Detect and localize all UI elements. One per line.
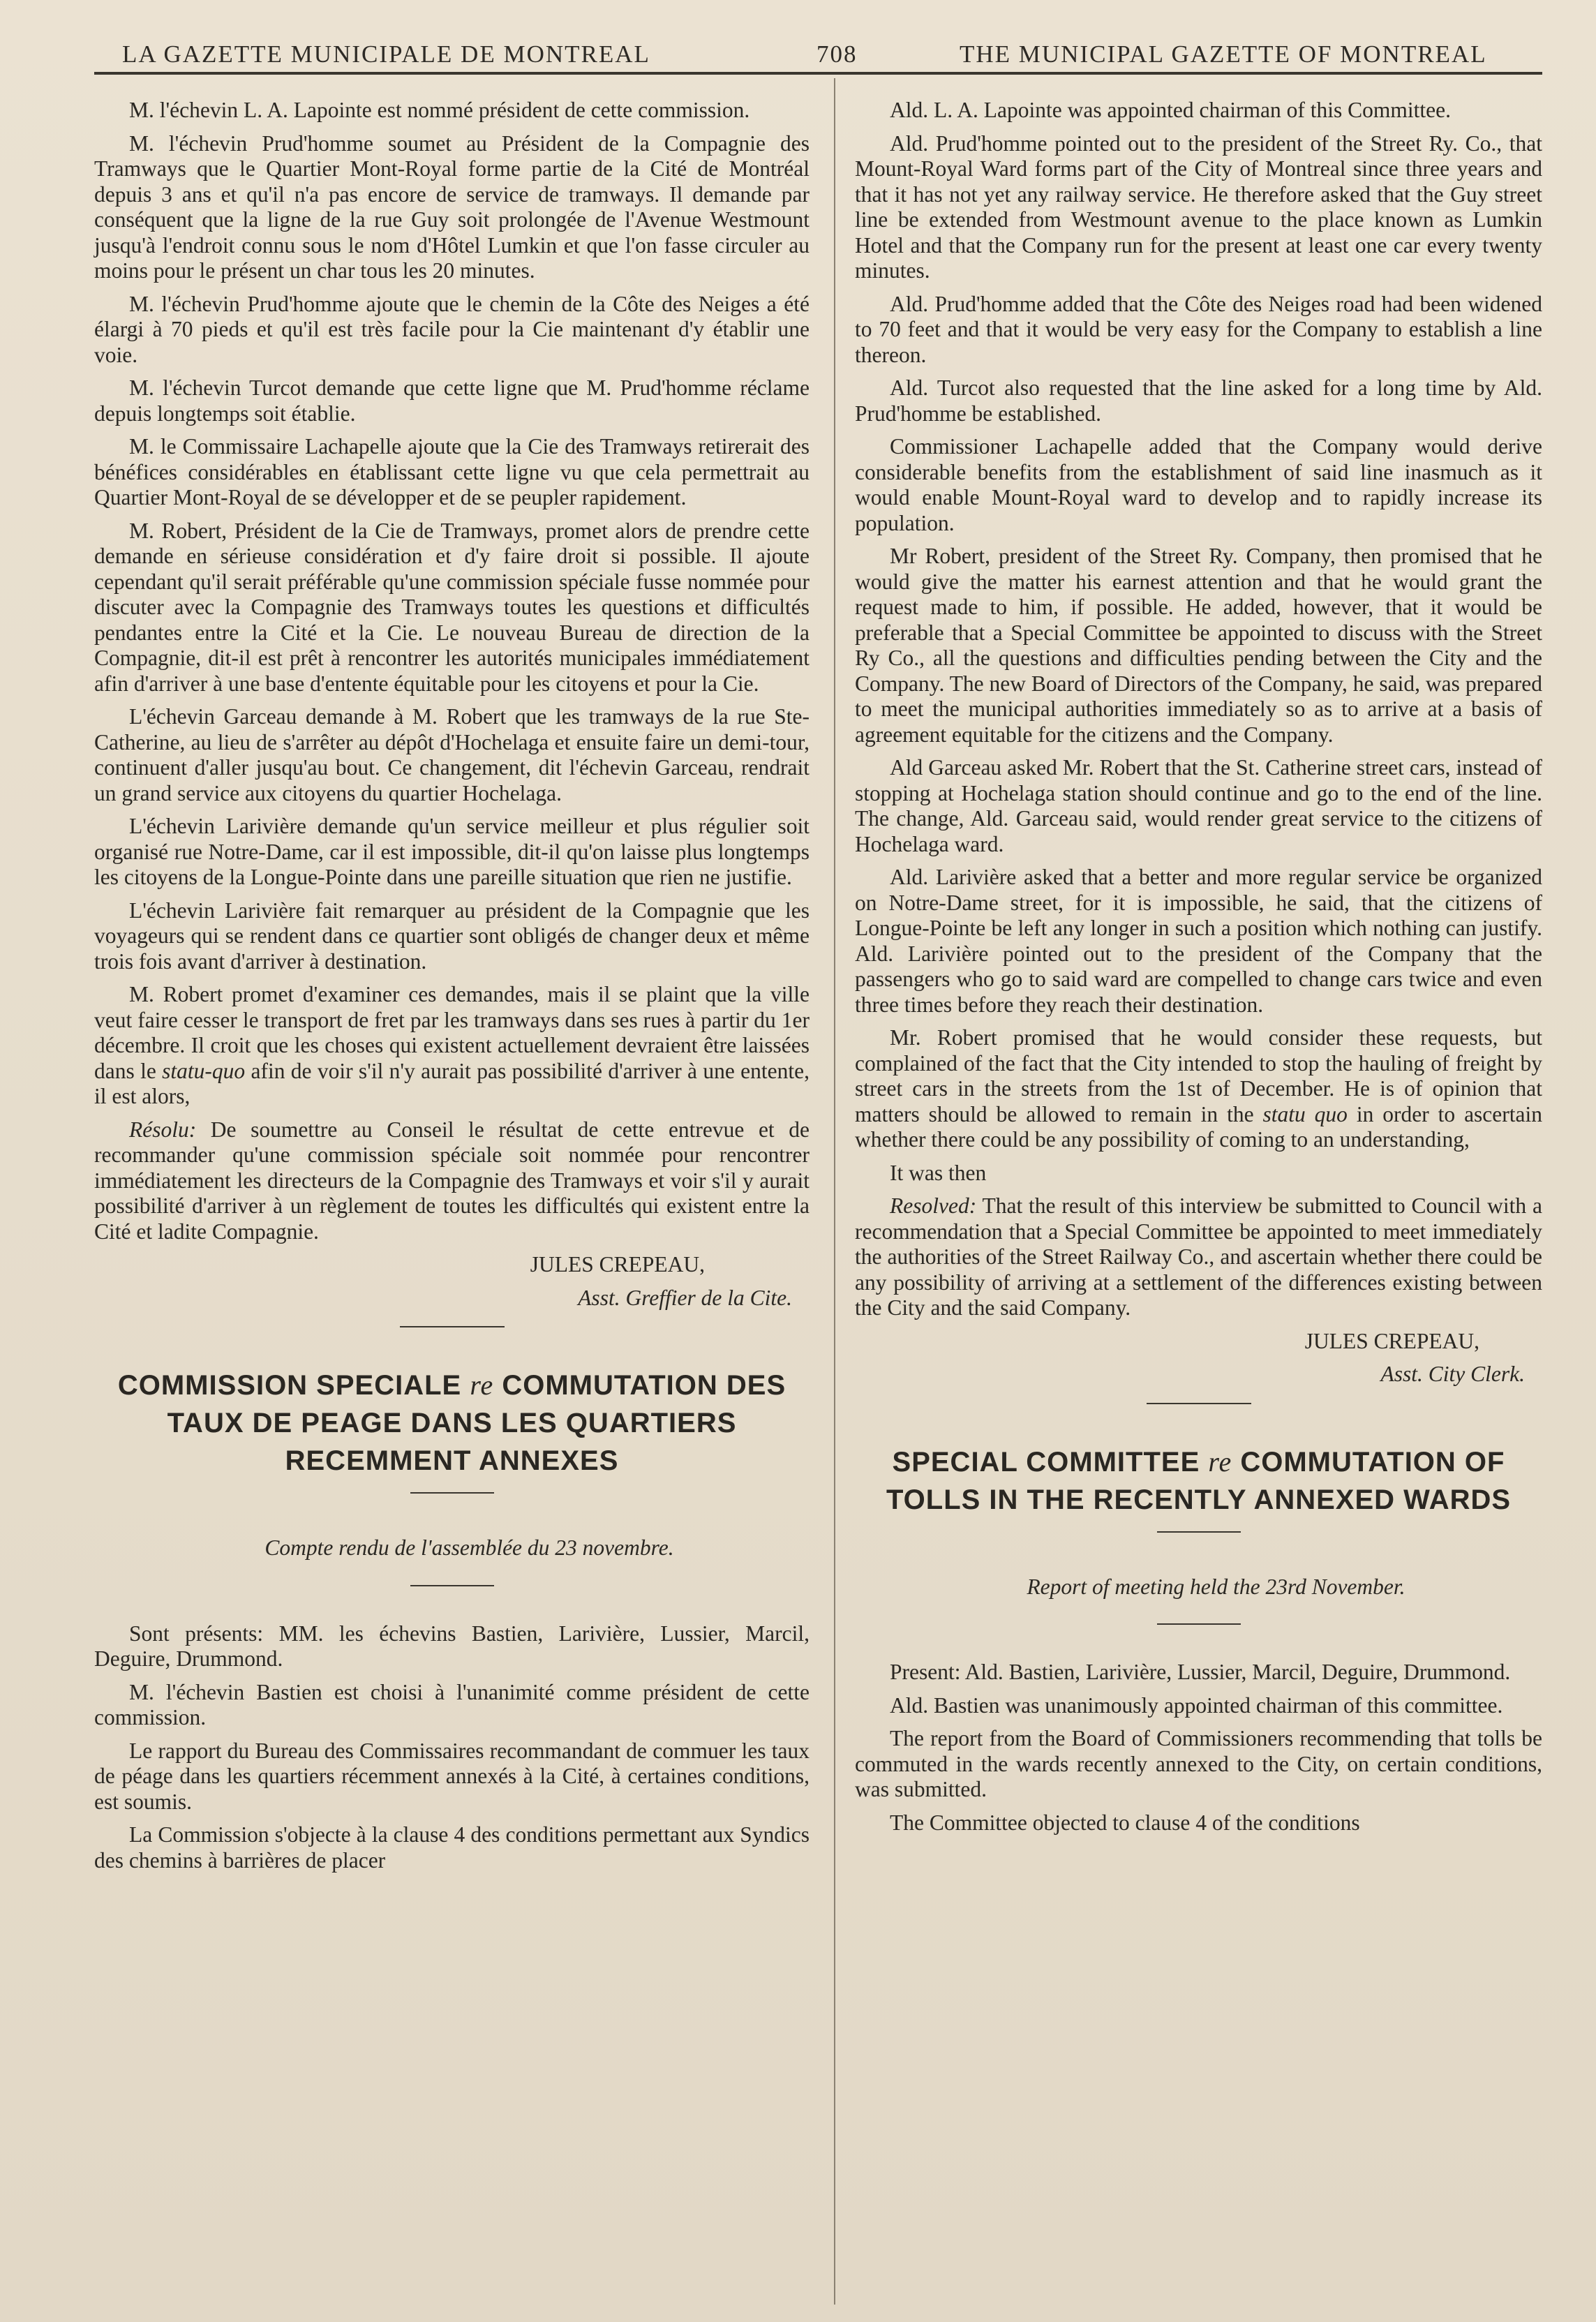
fr-title-re: re [470,1369,494,1401]
en-paragraph: Ald. Prud'homme added that the Côte des Neiges road had been widened to 70 feet and that it would be very easy for the Company to establish a line thereon. [855,291,1542,367]
en-section-title [855,1443,1542,1519]
en-title-re: re [1208,1445,1232,1478]
fr-paragraph: M. l'échevin Prud'homme soumet au Président de la Compagnie des Tramways que le Quartier Mont-Royal forme partie de la Cité de Montréal depuis 3 ans et qu'il n'a pas encore de service de tramways. Il demande par conséquent que la ligne de la rue Guy soit prolongée de l'Avenue Westmount jusqu'à l'endroit connu sous le nom d'Hôtel Lumkin et que l'on fasse circuler au moins pour le présent un char tous les 20 minutes. [94,131,810,283]
fr-paragraph: L'échevin Larivière fait remarquer au président de la Compagnie que les voyageurs qui se rendent dans ce quartier sont obligés de changer deux et même trois fois avant d'arriver à destination. [94,898,810,974]
en-section2-paragraph: Present: Ald. Bastien, Larivière, Lussier, Marcil, Deguire, Drummond. [890,1660,1511,1684]
fr-paragraph: M. l'échevin Turcot demande que cette ligne que M. Prud'homme réclame depuis longtemps soit établie. [94,375,810,426]
en-section2-paragraph: Ald. Bastien was unanimously appointed chairman of this committee. [890,1692,1503,1718]
en-paragraph: Commissioner Lachapelle added that the Company would derive considerable benefits from the establishment of said line inasmuch as it would enable Mount-Royal ward to develop and to rapidly increase its population. [855,434,1542,535]
en-statu-quo: statu quo [1262,1101,1348,1126]
fr-signature-title: Asst. Greffier de la Cite. [578,1285,792,1310]
en-paragraph: Ald Garceau asked Mr. Robert that the St. Catherine street cars, instead of stopping at Hochelaga station should continue and go to the end of the line. The change, Ald. Garceau said, would render great service to the citizens of Hochelaga ward. [855,755,1542,856]
fr-resolution [94,1117,810,1245]
en-section-subtitle: Report of meeting held the 23rd November. [1027,1574,1405,1599]
en-robert-paragraph [855,1025,1542,1153]
en-resolved-label: Resolved: [890,1193,977,1218]
en-paragraph: Ald. Turcot also requested that the line asked for a long time by Ald. Prud'homme be established. [855,375,1542,426]
fr-resolu-text: De soumettre au Conseil le résultat de cette entrevue et de recommander qu'une commission spéciale soit nommée pour rencontrer immédiatement les directeurs de la Compagnie des Tramways et voir s'il y aurait possibilité d'arriver à un règlement de toutes les difficultés qui existent entre la Cité et ladite Compagnie. [94,1117,810,1244]
fr-paragraph: M. l'échevin Prud'homme ajoute que le chemin de la Côte des Neiges a été élargi à 70 pieds et qu'il est très facile pour la Cie maintenant d'y établir une voie. [94,291,810,367]
en-title-part2: COMMUTATION OF TOLLS IN THE RECENTLY ANNEXED WARDS [886,1446,1512,1515]
en-robert-intro: Mr. Robert promised that he would consider these requests, but complained of the fact that the City intended to stop the hauling of freight by street cars in the streets from the 1st of December. He is of opinion that matters should be allowed to remain in the [855,1025,1542,1126]
en-resolved-text: That the result of this interview be submitted to Council with a recommendation that a Special Committee be appointed to meet immediately the authorities of the Street Railway Co., and ascertain whether there could be any possibility of arriving at a settlement of the differences existing between the City and the said Company. [855,1193,1542,1320]
header-french-title: LA GAZETTE MUNICIPALE DE MONTREAL [122,40,650,68]
en-paragraph: Ald. Prud'homme pointed out to the president of the Street Ry. Co., that Mount-Royal Ward forms part of the City of Montreal since three years and that it has not yet any railway service. He therefore asked that the Guy street line be extended from Westmount avenue to the place known as Lumkin Hotel and that the Company run for the present at least one car every twenty minutes. [855,131,1542,283]
page-header [94,35,1542,70]
en-section2-paragraph: The report from the Board of Commissioners recommending that tolls be commuted in the wards recently annexed to the City, on certain conditions, was submitted. [855,1726,1542,1801]
header-english-title: THE MUNICIPAL GAZETTE OF MONTREAL [960,40,1487,68]
header-rule [94,72,1542,75]
en-paragraph: Ald. L. A. Lapointe was appointed chairman of this Committee. [890,98,1451,122]
fr-section-title [94,1367,810,1480]
en-resolution [855,1193,1542,1321]
english-column [855,98,1542,1843]
en-section2-paragraph: The Committee objected to clause 4 of the conditions [890,1810,1360,1835]
fr-signature-name: JULES CREPEAU, [530,1252,705,1277]
fr-section2-paragraph: Le rapport du Bureau des Commissaires recommandant de commuer les taux de péage dans les quartiers récemment annexés à la Cité, à certaines conditions, est soumis. [94,1738,810,1814]
fr-section2-paragraph: Sont présents: MM. les échevins Bastien, Larivière, Lussier, Marcil, Deguire, Drummond. [94,1621,810,1671]
page-number: 708 [816,40,858,68]
fr-title-rule [410,1492,494,1494]
fr-subtitle-rule [410,1585,494,1586]
fr-paragraph: L'échevin Larivière demande qu'un service meilleur et plus régulier soit organisé rue Notre-Dame, car il est impossible, dit-il qu'on laisse plus longtemps les citoyens de la Longue-Pointe dans une pareille situation que rien ne justifie. [94,814,810,889]
en-robert-tail: in order to ascertain whether there could be any possibility of coming to an understanding, [855,1101,1542,1152]
fr-paragraph: M. Robert, Président de la Cie de Tramways, promet alors de prendre cette demande en sérieuse considération et d'y faire droit si possible. Il ajoute cependant qu'il serait préférable qu'une commission spéciale fusse nommée pour discuter avec la Compagnie des Tramways toutes les questions et difficultés pendantes entre la Cité et la Cie. Le nouveau Bureau de direction de la Compagnie, dit-il est prêt à rencontrer les autorités municipales immédiatement afin d'arriver à une base d'entente équitable pour les citoyens et pour la Cie. [94,518,810,696]
column-divider [834,78,835,2305]
fr-paragraph: M. le Commissaire Lachapelle ajoute que la Cie des Tramways retirerait des bénéfices considérables en établissant cette ligne vu que cela permettrait au Quartier Mont-Royal de se développer et de se peupler rapidement. [94,434,810,509]
en-paragraph: Mr Robert, president of the Street Ry. Company, then promised that he would give the matter his earnest attention and that he would grant the request made to him, if possible. He added, however, that it would be preferable that a Special Committee be appointed to discuss with the Street Ry Co., all the questions and difficulties pending between the City and the Company. The new Board of Directors of the Company, he said, was prepared to meet the municipal authorities immediately so as to arrive at a basis of agreement equitable for the citizens and the Company. [855,544,1542,747]
fr-robert-paragraph [94,982,810,1110]
fr-paragraph: L'échevin Garceau demande à M. Robert que les tramways de la rue Ste-Catherine, au lieu de s'arrêter au dépôt d'Hochelaga et ensuite faire un demi-tour, continuent d'aller jusqu'au bout. Ce changement, dit l'échevin Garceau, rendrait un grand service aux citoyens du quartier Hochelaga. [94,704,810,805]
fr-section2-paragraph: M. l'échevin Bastien est choisi à l'unanimité comme président de cette commission. [94,1679,810,1729]
fr-paragraph: M. l'échevin L. A. Lapointe est nommé président de cette commission. [129,98,750,122]
en-paragraph: Ald. Larivière asked that a better and more regular service be organized on Notre-Dame street, for it is impossible, he said, that the citizens of Longue-Pointe be left any longer in such a position which nothing can justify. Ald. Larivière pointed out to the president of the Company that the passengers who go to said ward are compelled to change cars twice and even three times before they reach their destination. [855,865,1542,1017]
en-signature-title: Asst. City Clerk. [1380,1362,1525,1386]
en-section-rule [1147,1403,1251,1404]
en-it-was-then: It was then [890,1160,987,1185]
fr-resolu-label: Résolu: [129,1117,197,1142]
en-signature-name: JULES CREPEAU, [1304,1328,1479,1353]
en-title-part1: SPECIAL COMMITTEE [892,1446,1200,1478]
en-title-rule [1157,1531,1241,1533]
fr-section-rule [400,1326,505,1327]
fr-section2-paragraph: La Commission s'objecte à la clause 4 des conditions permettant aux Syndics des chemins à barrières de placer [94,1822,810,1873]
fr-title-part2: COMMUTATION DES TAUX DE PEAGE DANS LES QUARTIERS RECEMMENT ANNEXES [167,1370,786,1476]
french-column [94,98,810,1881]
fr-robert-tail: afin de voir s'il n'y aurait pas possibilité d'arriver à une entente, il est alors, [94,1058,810,1108]
fr-robert-intro: M. Robert promet d'examiner ces demandes, mais il se plaint que la ville veut faire cesser le transport de fret par les tramways dans ses rues à partir du 1er décembre. Il croit que les choses qui existent actuellement devraient être laissées dans le [94,982,810,1083]
fr-section-subtitle: Compte rendu de l'assemblée du 23 novembre. [264,1535,674,1560]
fr-statu-quo: statu-quo [162,1058,246,1083]
en-subtitle-rule [1157,1623,1241,1625]
fr-title-part1: COMMISSION SPECIALE [117,1370,462,1401]
